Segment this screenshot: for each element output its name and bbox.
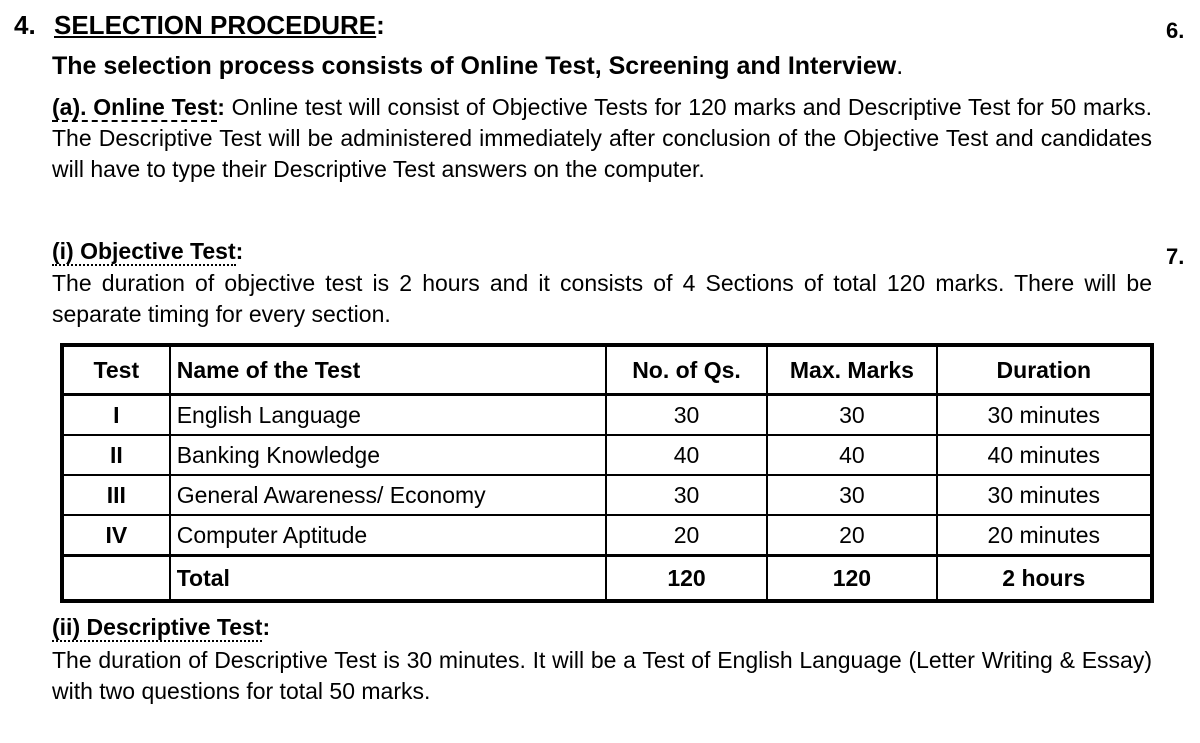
cell-duration: 30 minutes bbox=[937, 395, 1152, 436]
cell-duration: 30 minutes bbox=[937, 475, 1152, 515]
table-row bbox=[62, 475, 1152, 515]
total-max-marks: 120 bbox=[767, 556, 936, 602]
cell-questions: 30 bbox=[606, 395, 767, 436]
descriptive-test-label: (ii) Descriptive Test bbox=[52, 614, 263, 640]
cell-duration: 40 minutes bbox=[937, 435, 1152, 475]
side-number-7: 7. bbox=[1166, 244, 1185, 269]
intro-statement bbox=[52, 52, 903, 81]
header-test: Test bbox=[62, 345, 170, 395]
header-questions: No. of Qs. bbox=[606, 345, 767, 395]
cell-test: II bbox=[62, 435, 170, 475]
cell-test: III bbox=[62, 475, 170, 515]
descriptive-test-heading bbox=[52, 614, 270, 641]
cell-name: Computer Aptitude bbox=[170, 515, 606, 556]
cell-test: I bbox=[62, 395, 170, 436]
section-title-text: SELECTION PROCEDURE bbox=[54, 10, 377, 40]
intro-period: . bbox=[896, 52, 904, 80]
cell-questions: 40 bbox=[606, 435, 767, 475]
table-header-row bbox=[62, 345, 1152, 395]
objective-test-colon: : bbox=[235, 238, 244, 264]
header-max-marks: Max. Marks bbox=[767, 345, 936, 395]
online-test-label: (a). Online Test bbox=[52, 94, 218, 120]
total-duration: 2 hours bbox=[937, 556, 1152, 602]
cell-max-marks: 20 bbox=[767, 515, 936, 556]
descriptive-test-colon: : bbox=[262, 614, 271, 640]
cell-test: IV bbox=[62, 515, 170, 556]
cell-name: English Language bbox=[170, 395, 606, 436]
cell-questions: 20 bbox=[606, 515, 767, 556]
intro-text: The selection process consists of Online Test, Screening and Interview bbox=[52, 52, 897, 80]
side-number-6: 6. bbox=[1166, 18, 1185, 43]
total-test bbox=[62, 556, 170, 602]
online-test-paragraph bbox=[52, 92, 1152, 185]
table-total-row bbox=[62, 556, 1152, 602]
cell-questions: 30 bbox=[606, 475, 767, 515]
cell-name: Banking Knowledge bbox=[170, 435, 606, 475]
section-title-colon: : bbox=[376, 10, 385, 40]
section-number: 4. bbox=[14, 10, 36, 40]
cell-max-marks: 30 bbox=[767, 395, 936, 436]
section-title bbox=[54, 10, 385, 41]
table-row bbox=[62, 515, 1152, 556]
objective-test-paragraph: The duration of objective test is 2 hours and it consists of 4 Sections of total 120 marks. There will be separate timing for every section. bbox=[52, 270, 1152, 327]
table-row bbox=[62, 435, 1152, 475]
cell-max-marks: 30 bbox=[767, 475, 936, 515]
objective-test-heading bbox=[52, 238, 243, 265]
cell-name: General Awareness/ Economy bbox=[170, 475, 606, 515]
descriptive-test-paragraph: The duration of Descriptive Test is 30 minutes. It will be a Test of English Language (Letter Writing & Essay) with two questions for total 50 marks. bbox=[52, 647, 1152, 704]
cell-max-marks: 40 bbox=[767, 435, 936, 475]
cell-duration: 20 minutes bbox=[937, 515, 1152, 556]
table-row bbox=[62, 395, 1152, 436]
total-label: Total bbox=[170, 556, 606, 602]
header-duration: Duration bbox=[937, 345, 1152, 395]
objective-test-label: (i) Objective Test bbox=[52, 238, 236, 264]
online-test-body: Online test will consist of Objective Tests for 120 marks and Descriptive Test for 50 marks. The Descriptive Test will be administered immediately after conclusion of the Objective Test and candidates will have to type their Descriptive Test answers on the computer. bbox=[52, 94, 1152, 182]
test-pattern-table bbox=[60, 343, 1154, 603]
total-questions: 120 bbox=[606, 556, 767, 602]
header-name: Name of the Test bbox=[170, 345, 606, 395]
online-test-colon: : bbox=[217, 94, 225, 120]
